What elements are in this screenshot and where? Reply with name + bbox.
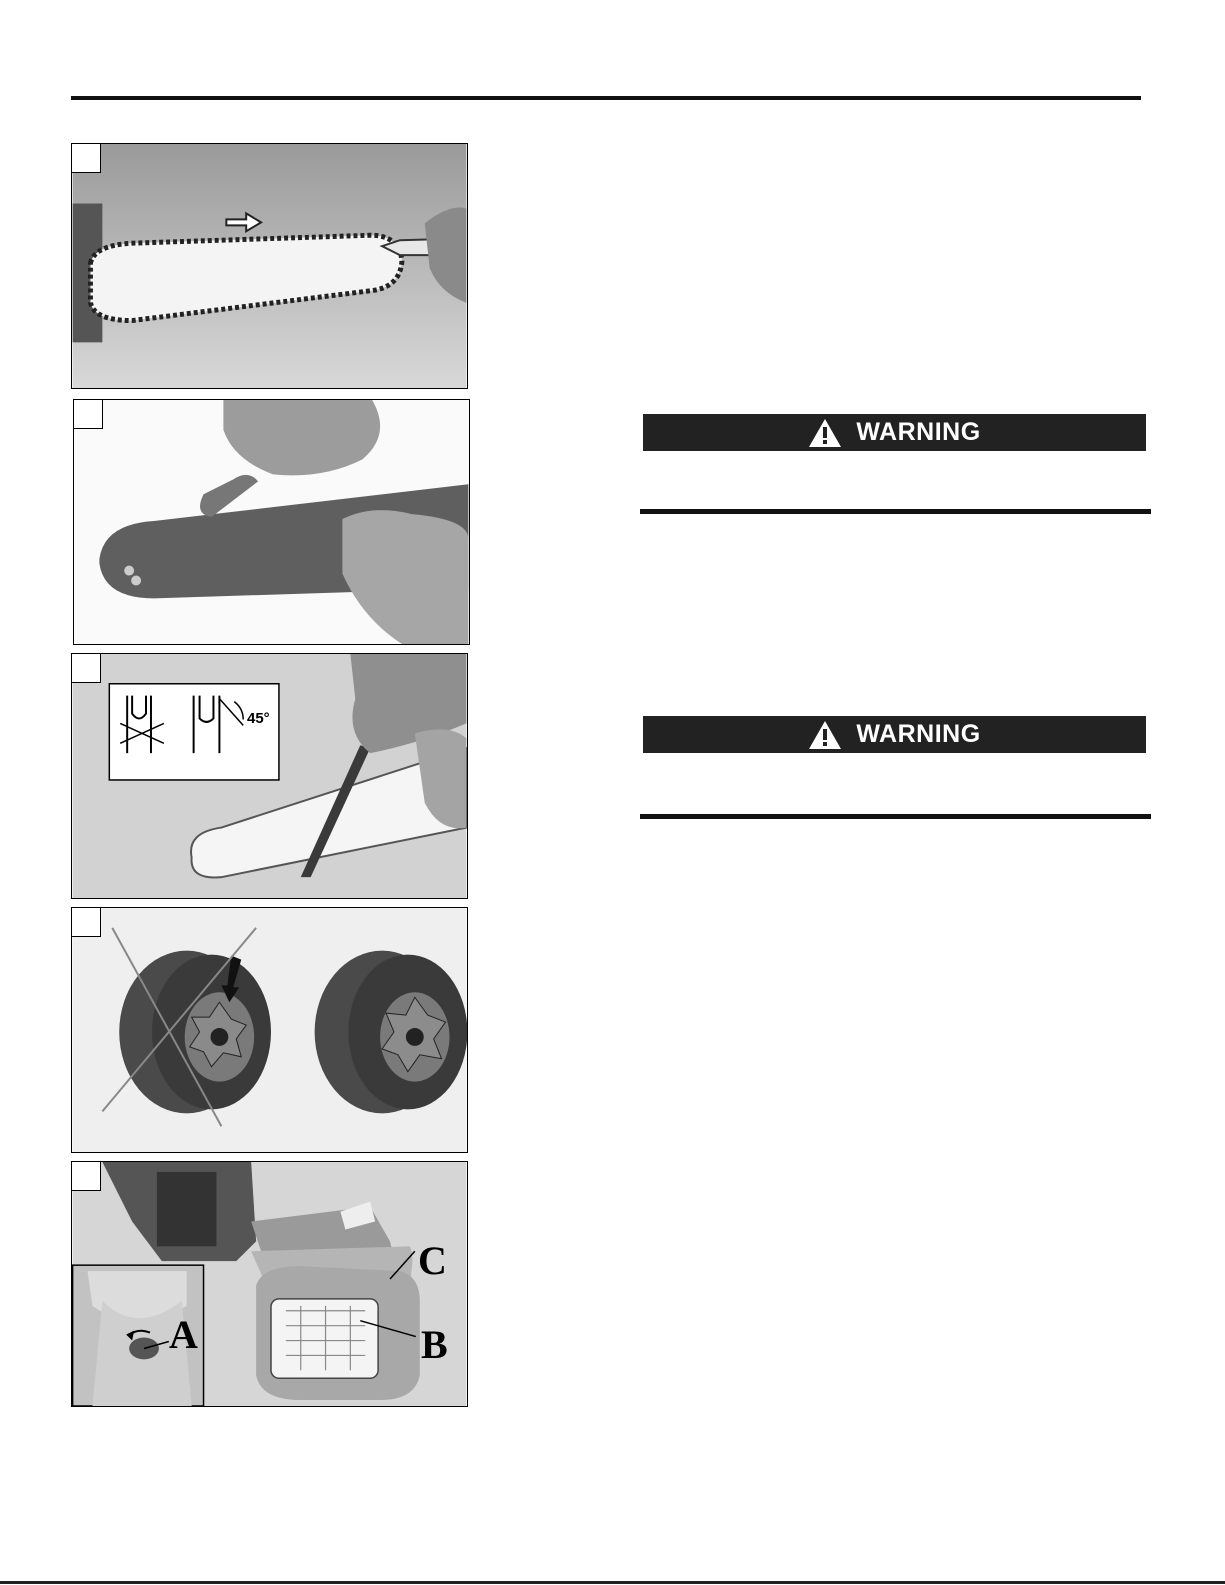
callout-a: A [169, 1312, 198, 1357]
warning-end-rule [640, 509, 1151, 514]
figure-bar-rail-filing [71, 653, 468, 899]
header-rule [71, 96, 1141, 100]
figure-number-box [74, 400, 103, 429]
callout-b: B [421, 1322, 448, 1367]
warning-banner [643, 414, 1146, 451]
figure-number-box [72, 908, 101, 937]
warning-triangle-icon [808, 418, 842, 448]
angle-label: 45° [247, 710, 270, 727]
figure-sprocket-wear [71, 907, 468, 1153]
figure-bar-lubrication [71, 143, 468, 389]
footer-rule [0, 1581, 1225, 1584]
figure-number-box [72, 1162, 101, 1191]
figure-air-filter [71, 1161, 468, 1407]
callout-c: C [418, 1238, 447, 1283]
figure-number-box [72, 654, 101, 683]
warning-label: WARNING [856, 720, 981, 748]
warning-end-rule [640, 814, 1151, 819]
warning-triangle-icon [808, 720, 842, 750]
figure-bar-groove-cleaning [73, 399, 470, 645]
warning-label: WARNING [856, 418, 981, 446]
warning-banner [643, 716, 1146, 753]
figure-number-box [72, 144, 101, 173]
